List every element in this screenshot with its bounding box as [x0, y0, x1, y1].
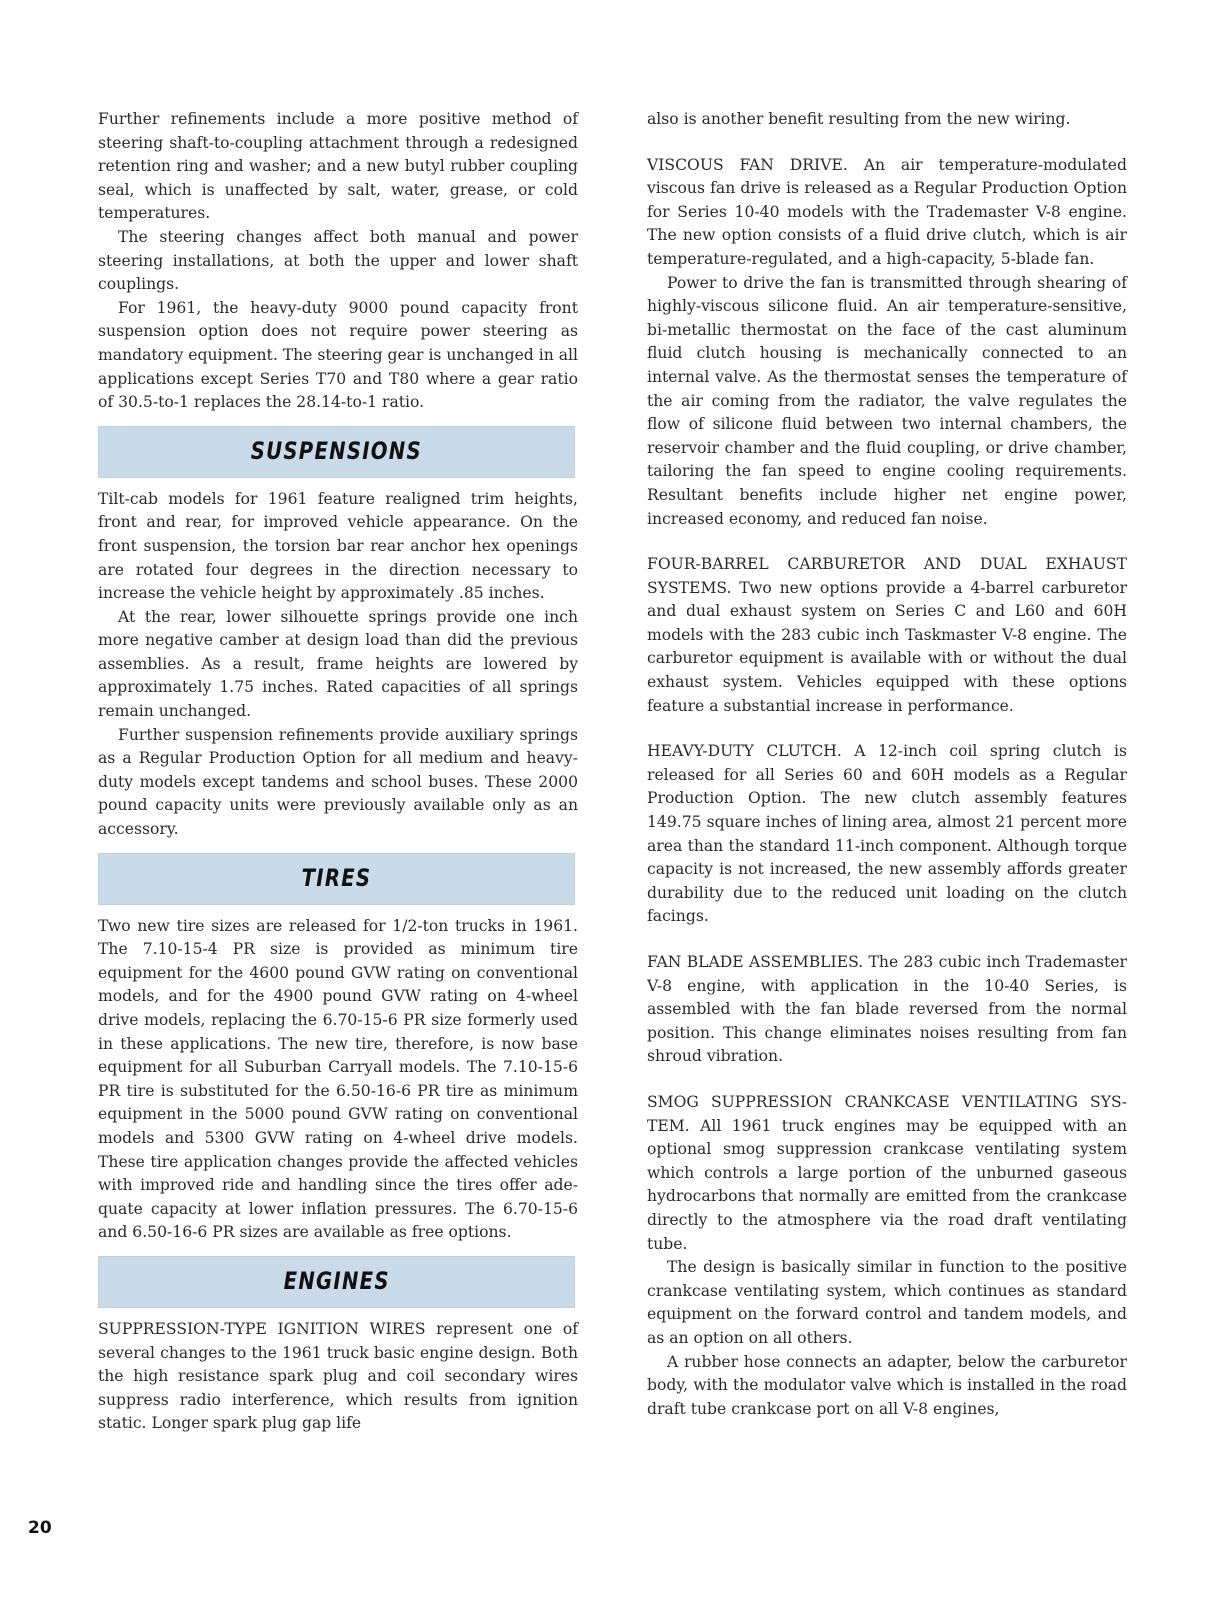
paragraph: Further refinements include a more positive method of steering shaft-to-coupling attachment through a redesigned retention ring and washer; and a new butyl rubber coupling seal, which is unaffected by salt, water, grease, or cold temperatures. — [98, 110, 578, 223]
left-column — [98, 108, 578, 1436]
right-column — [647, 108, 1127, 1421]
heading-text: SUSPENSIONS — [250, 436, 423, 465]
page-number: 20 — [28, 1518, 52, 1538]
paragraph: Power to drive the fan is transmitted through shearing of highly-viscous silicone fluid. An air temperature-sensitive, bi-metallic thermostat on the face of the cast aluminum fluid clutch housing is mechanically connected to an internal valve. As the thermostat senses the temperature of the air coming from the radiator, the valve regulates the flow of silicone fluid between two internal chambers, the reservoir chamber and the fluid coupling, or drive chamber, tailoring the fan speed to engine cooling requirements. Resultant benefits include higher net engine power, increased economy, and reduced fan noise. — [647, 273, 1127, 528]
paragraph: The design is basically similar in function to the positive crankcase ventilating system, which continues as standard equipment on the forward control and tandem models, and as an option on all others. — [647, 1258, 1127, 1347]
paragraph: also is another benefit resulting from the new wiring. — [647, 110, 1071, 128]
paragraph-heavy-duty-clutch: HEAVY-DUTY CLUTCH. A 12-inch coil spring clutch is released for all Series 60 and 60H models as a Regular Production Option. The new clutch assembly features 149.75 square inches of lining area, almost 21 percent more area than the standard 11-inch component. Although torque capacity is not increased, the new assembly affords greater durability due to the reduced unit loading on the clutch facings. — [647, 742, 1127, 926]
paragraph: Two new tire sizes are released for 1/2-ton trucks in 1961. The 7.10-15-4 PR size is provided as minimum tire equipment for the 4600 pound GVW rating on conventional models, and for the 4900 pound GVW rating on 4-wheel drive models, replacing the 6.70-15-6 PR size formerly used in these applications. The new tire, therefore, is now base equipment for all Suburban Carryall models. The 7.10-15-6 PR tire is substituted for the 6.50-16-6 PR tire as minimum equipment in the 5000 pound GVW rating on conventional models and 5300 GVW rating on 4-wheel drive models. These tire application changes provide the affected vehicles with improved ride and handling since the tires offer adequate capacity at lower inflation pressures. The 6.70-15-6 and 6.50-16-6 PR sizes are available as free options. — [98, 916, 578, 1242]
paragraph: The steering changes affect both manual and power steering installations, at both the upper and lower shaft couplings. — [98, 227, 578, 294]
paragraph: A rubber hose connects an adapter, below the carburetor body, with the modulator valve which is installed in the road draft tube crankcase port on all V-8 engines, — [647, 1352, 1127, 1418]
paragraph: Further suspension refinements provide auxiliary springs as a Regular Production Option for all medium and heavy-duty models except tandems and school buses. These 2000 pound capacity units were previously available only as an accessory. — [98, 725, 578, 839]
paragraph-fan-blade-assemblies: FAN BLADE ASSEMBLIES. The 283 cubic inch Trademaster V-8 engine, with application in the 10-40 Series, is assembled with the fan blade reversed from the normal position. This change eliminates noises resulting from fan shroud vibration. — [647, 953, 1127, 1066]
paragraph: At the rear, lower silhouette springs provide one inch more negative camber at design load than did the previous assemblies. As a result, frame heights are lowered by approximately 1.75 inches. Rated capacities of all springs remain unchanged. — [98, 607, 578, 721]
paragraph-four-barrel-carburetor: FOUR-BARREL CARBURETOR AND DUAL EXHAUST SYSTEMS. Two new options provide a 4-barrel carburetor and dual exhaust system on Series C and L60 and 60H models with the 283 cubic inch Taskmaster V-8 engine. The carburetor equipment is available with or without the dual exhaust system. Vehicles equipped with these options feature a substantial increase in performance. — [647, 555, 1127, 715]
paragraph-smog-suppression: SMOG SUPPRESSION CRANKCASE VENTILATING SYSTEM. All 1961 truck engines may be equipped with an optional smog suppression crankcase ventilating system which controls a large portion of the unburned gaseous hydrocarbons that normally are emitted from the crankcase directly to the atmosphere via the road draft ventilating tube. — [647, 1092, 1127, 1253]
section-heading-engines — [98, 1256, 578, 1308]
section-heading-tires — [98, 853, 578, 905]
paragraph: Tilt-cab models for 1961 feature realigned trim heights, front and rear, for improved vehicle appearance. On the front suspension, the torsion bar rear anchor hex openings are rotated four degrees in the direction necessary to increase the vehicle height by approximately .85 inches. — [98, 489, 578, 603]
paragraph: For 1961, the heavy-duty 9000 pound capacity front suspension option does not require power steering as mandatory equipment. The steering gear is unchanged in all applications except Series T70 and T80 where a gear ratio of 30.5-to-1 replaces the 28.14-to-1 ratio. — [98, 298, 578, 412]
section-heading-suspensions — [98, 426, 578, 478]
paragraph-viscous-fan-drive: VISCOUS FAN DRIVE. An air temperature-modulated viscous fan drive is released as a Regular Production Option for Series 10-40 models with the Trademaster V-8 engine. The new option consists of a fluid drive clutch, which is air temperature-regulated, and a high-capacity, 5-blade fan. — [647, 155, 1127, 268]
heading-text: TIRES — [301, 863, 372, 892]
heading-text: ENGINES — [283, 1267, 390, 1296]
paragraph: SUPPRESSION-TYPE IGNITION WIRES represent one of several changes to the 1961 truck basic engine design. Both the high resistance spark plug and coil secondary wires suppress radio interference, which results from ignition static. Longer spark plug gap life — [98, 1319, 578, 1433]
